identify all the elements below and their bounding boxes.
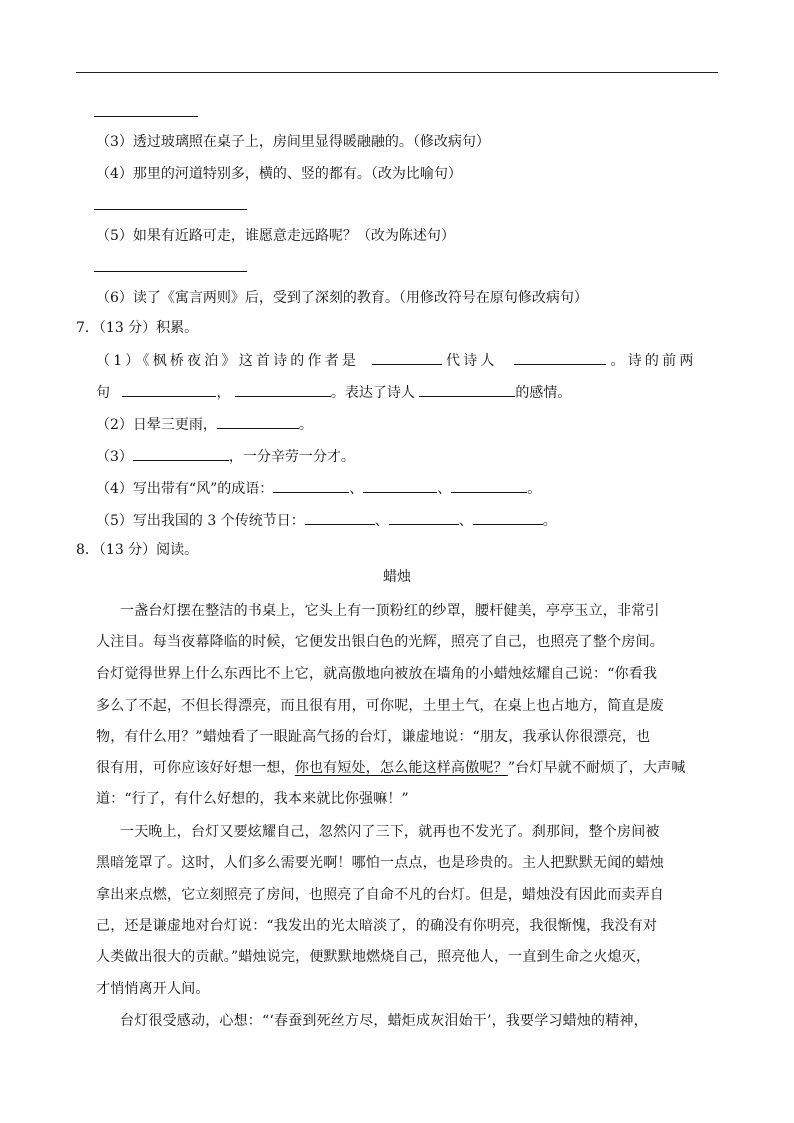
- answer-line-q6-4[interactable]: [94, 209, 247, 210]
- q7-item3: [96, 446, 355, 467]
- blank-proverb-2[interactable]: [133, 446, 229, 461]
- q7-item1-text-c: 。诗的前两: [610, 353, 697, 369]
- passage-p2-line4: 己，还是谦虚地对台灯说：“我发出的光太暗淡了，的确没有你明亮，我很惭愧，我没有对: [96, 918, 658, 934]
- passage-p1-line6-b: ”台灯早就不耐烦了，大声喊: [507, 760, 686, 776]
- q7-item1-line2: [96, 382, 571, 403]
- q7-item3-text-b: ，一分辛劳一分才。: [228, 449, 355, 465]
- q6-item6: （6）读了《寓言两则》后，受到了深刻的教育。（用修改符号在原句修改病句）: [96, 290, 588, 306]
- blank-idiom-2[interactable]: [363, 478, 437, 493]
- passage-p2-line1: 一天晚上，台灯又要炫耀自己，忽然闪了三下，就再也不发光了。刹那间，整个房间被: [120, 824, 660, 840]
- q7-item1-text-d: 句: [96, 385, 110, 401]
- underlined-sentence: 你也有短处，怎么能这样高傲呢？: [294, 760, 508, 776]
- blank-festival-1[interactable]: [305, 510, 375, 525]
- q7-item3-text-a: （3）: [96, 449, 133, 465]
- passage-p1-line7: 道：“行了，有什么好想的，我本来就比你强嘛！”: [96, 791, 409, 807]
- q7-item4-sep2: 、: [437, 481, 452, 497]
- q7-item1-text-b: 代诗人: [446, 353, 498, 369]
- answer-line-q6-5[interactable]: [94, 271, 247, 272]
- blank-poet[interactable]: [514, 350, 606, 365]
- blank-poem-line2[interactable]: [235, 382, 331, 397]
- q7-item5: [96, 510, 557, 531]
- blank-dynasty[interactable]: [372, 350, 442, 365]
- q7-header: 7．（13 分）积累。: [76, 320, 199, 336]
- q7-item1-text-a: （1）《枫桥夜泊》这首诗的作者是: [96, 353, 360, 369]
- q7-item5-text-a: （5）写出我国的 3 个传统节日：: [96, 513, 305, 529]
- q7-item1-text-g: 的感情。: [515, 385, 572, 401]
- q7-item2-text-a: （2）日晕三更雨，: [96, 417, 217, 433]
- passage-p1-line6-a: 很有用，可你应该好好想一想，: [96, 760, 295, 776]
- passage-p1-line2: 人注目。每当夜幕降临的时候，它便发出银白色的光辉，照亮了自己，也照亮了整个房间。: [96, 634, 664, 650]
- q6-item4: （4）那里的河道特别多，横的、竖的都有。（改为比喻句）: [96, 166, 462, 182]
- q7-item1-line1: [96, 350, 697, 371]
- blank-idiom-3[interactable]: [451, 478, 527, 493]
- q6-item5: （5）如果有近路可走，谁愿意走远路呢？（改为陈述句）: [96, 228, 455, 244]
- q7-item2-text-b: 。: [298, 417, 313, 433]
- passage-p2-line3: 拿出来点燃，它立刻照亮了房间，也照亮了自命不凡的台灯。但是，蜡烛没有因此而卖弄自: [96, 887, 664, 903]
- q7-item4: [96, 478, 541, 499]
- q7-item4-sep1: 、: [349, 481, 364, 497]
- q7-item1-text-f: 。表达了诗人: [330, 385, 415, 401]
- q8-header: 8．（13 分）阅读。: [76, 542, 199, 558]
- passage-p1-line3: 台灯觉得世界上什么东西比不上它，就高傲地向被放在墙角的小蜡烛炫耀自己说：“你看我: [96, 666, 658, 682]
- passage-p2-line2: 黑暗笼罩了。这时，人们多么需要光啊！哪怕一点点，也是珍贵的。主人把默默无闻的蜡烛: [96, 855, 664, 871]
- q7-item5-end: 。: [542, 513, 557, 529]
- q7-item2: [96, 414, 313, 435]
- passage-p1-line6: [96, 758, 718, 778]
- q6-item3: （3）透过玻璃照在桌子上，房间里显得暖融融的。（修改病句）: [96, 134, 490, 150]
- q7-item5-sep2: 、: [458, 513, 473, 529]
- passage-p1-line4: 多么了不起，不但长得漂亮，而且很有用，可你呢，土里土气，在桌上也占地方，简直是废: [96, 698, 664, 714]
- passage-title: 蜡烛: [383, 569, 411, 585]
- passage-p1-line5: 物，有什么用？”蜡烛看了一眼趾高气扬的台灯，谦虚地说：“朋友，我承认你很漂亮，也: [96, 729, 651, 745]
- q7-item1-text-e: ，: [216, 385, 231, 401]
- q7-item5-sep1: 、: [374, 513, 389, 529]
- q7-item4-end: 。: [527, 481, 542, 497]
- blank-festival-3[interactable]: [473, 510, 543, 525]
- blank-feeling[interactable]: [419, 382, 515, 397]
- q7-item4-text-a: （4）写出带有“风”的成语：: [96, 481, 274, 497]
- blank-festival-2[interactable]: [389, 510, 459, 525]
- blank-proverb-1[interactable]: [217, 414, 299, 429]
- passage-p2-line5: 人类做出很大的贡献。”蜡烛说完，便默默地燃烧自己，照亮他人，一直到生命之火熄灭，: [96, 949, 651, 965]
- blank-poem-line1[interactable]: [122, 382, 216, 397]
- header-rule: [76, 72, 718, 73]
- blank-idiom-1[interactable]: [273, 478, 349, 493]
- passage-p2-line6: 才悄悄离开人间。: [96, 981, 210, 997]
- passage-p1-line1: 一盏台灯摆在整洁的书桌上，它头上有一顶粉红的纱罩，腰杆健美，亭亭玉立，非常引: [120, 603, 660, 619]
- answer-line-q6-2[interactable]: [94, 116, 198, 117]
- passage-p3-line1: 台灯很受感动，心想：“‘春蚕到死丝方尽，蜡炬成灰泪始干’，我要学习蜡烛的精神，: [120, 1013, 648, 1029]
